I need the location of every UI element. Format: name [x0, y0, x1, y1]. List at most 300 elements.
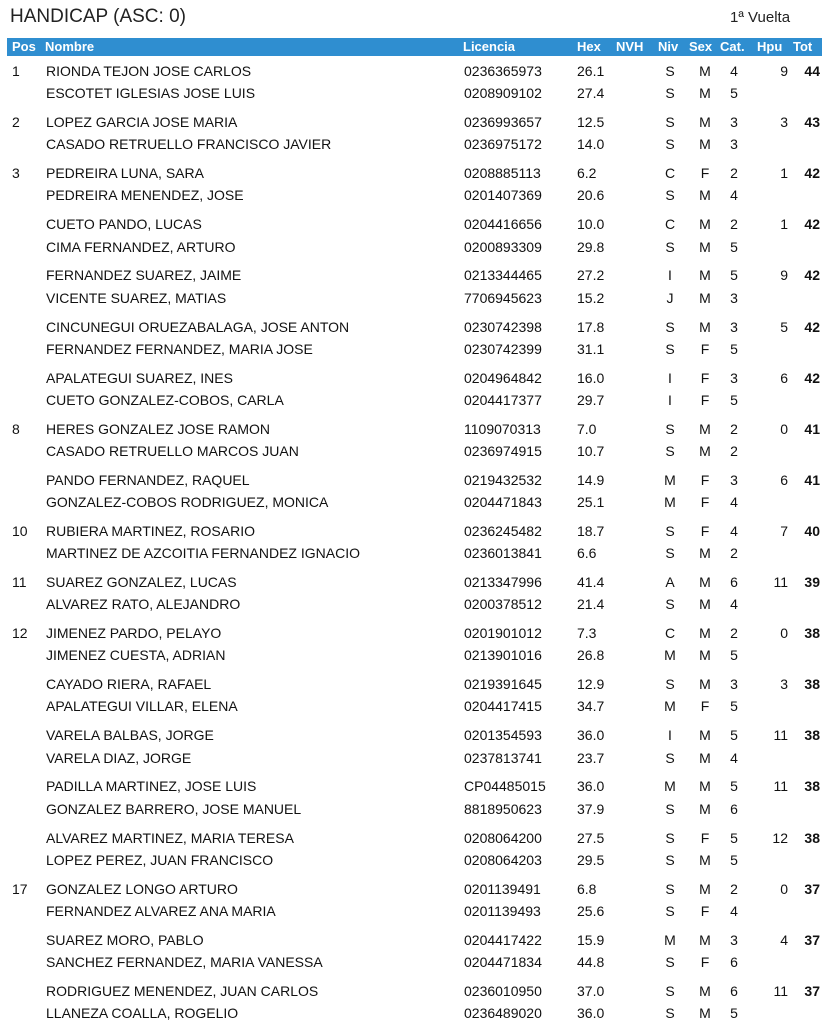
table-row — [0, 776, 828, 798]
sex-cell: M — [699, 574, 711, 590]
license-cell: 0236365973 — [464, 63, 542, 79]
player-name: LLANEZA COALLA, ROGELIO — [46, 1005, 239, 1021]
hex-cell: 18.7 — [577, 522, 605, 539]
hex-cell: 27.2 — [577, 267, 605, 284]
tot-cell: 41 — [804, 471, 820, 488]
col-licencia: Licencia — [463, 39, 516, 54]
sex-cell: F — [700, 340, 710, 357]
cat-cell: 4 — [730, 902, 738, 919]
hex-cell: 20.6 — [577, 187, 605, 204]
table-row — [0, 492, 828, 514]
hpu-cell: 7 — [780, 522, 788, 539]
license-cell: 0200378512 — [464, 596, 542, 613]
hpu-cell: 11 — [773, 574, 788, 590]
license-cell: 0208064203 — [464, 851, 542, 868]
sex-cell: M — [699, 267, 711, 284]
sex-cell: M — [699, 800, 711, 817]
player-name: FERNANDEZ FERNANDEZ, MARIA JOSE — [46, 340, 313, 357]
player-name: PADILLA MARTINEZ, JOSE LUIS — [46, 778, 257, 795]
tot-cell: 37 — [804, 982, 820, 999]
player-name: JIMENEZ PARDO, PELAYO — [46, 625, 222, 642]
table-row — [0, 543, 828, 565]
niv-cell: S — [665, 420, 675, 437]
sex-cell: M — [699, 545, 711, 562]
niv-cell: S — [665, 63, 675, 79]
license-cell: 0201139493 — [464, 902, 541, 919]
sex-cell: M — [699, 238, 711, 255]
col-hex: Hex — [577, 39, 601, 54]
tot-cell: 37 — [804, 931, 820, 948]
license-cell: 0201354593 — [464, 727, 542, 744]
tot-cell: 43 — [804, 114, 820, 131]
cat-cell: 3 — [730, 289, 738, 306]
hpu-cell: 4 — [780, 931, 788, 948]
niv-cell: S — [665, 522, 675, 539]
hpu-cell: 11 — [773, 982, 788, 999]
hex-cell: 16.0 — [577, 369, 605, 386]
cat-cell: 6 — [730, 574, 738, 590]
license-cell: 0208885113 — [464, 165, 541, 182]
tot-cell: 41 — [804, 420, 820, 437]
cat-cell: 3 — [730, 318, 738, 335]
sex-cell: F — [700, 902, 710, 919]
player-name: SUAREZ GONZALEZ, LUCAS — [46, 574, 237, 590]
table-row — [0, 265, 828, 287]
hpu-cell: 9 — [780, 267, 788, 284]
niv-cell: S — [665, 85, 675, 102]
license-cell: 1109070313 — [464, 420, 541, 437]
col-cat: Cat. — [720, 39, 745, 54]
niv-cell: M — [664, 494, 676, 510]
cat-cell: 2 — [730, 545, 738, 562]
niv-cell: S — [665, 340, 675, 357]
tot-cell: 44 — [804, 63, 820, 79]
cat-cell: 2 — [730, 165, 738, 182]
license-cell: 0230742398 — [464, 318, 542, 335]
niv-cell: M — [664, 698, 676, 715]
table-row — [0, 237, 828, 259]
niv-cell: C — [664, 165, 676, 182]
cat-cell: 5 — [730, 778, 738, 795]
license-cell: 0204417415 — [464, 698, 542, 715]
hex-cell: 31.1 — [577, 340, 605, 357]
sex-cell: M — [699, 442, 711, 459]
player-name: ALVAREZ MARTINEZ, MARIA TERESA — [46, 829, 294, 846]
niv-cell: S — [665, 800, 675, 817]
table-row — [0, 645, 828, 667]
tot-cell: 42 — [804, 216, 820, 233]
license-cell: 0204471843 — [464, 494, 542, 510]
license-cell: 0204417377 — [464, 391, 542, 408]
sex-cell: M — [699, 289, 711, 306]
player-name: CINCUNEGUI ORUEZABALAGA, JOSE ANTON — [46, 318, 350, 335]
tot-cell: 38 — [804, 778, 820, 795]
cat-cell: 2 — [730, 216, 738, 233]
cat-cell: 4 — [730, 187, 738, 204]
player-name: ALVAREZ RATO, ALEJANDRO — [46, 596, 241, 613]
player-name: GONZALEZ-COBOS RODRIGUEZ, MONICA — [46, 494, 329, 510]
table-row — [0, 339, 828, 361]
hex-cell: 6.2 — [577, 165, 597, 182]
niv-cell: M — [664, 931, 676, 948]
tot-cell: 39 — [804, 574, 820, 590]
hex-cell: 7.0 — [577, 420, 597, 437]
niv-cell: M — [664, 647, 676, 664]
cat-cell: 5 — [730, 647, 738, 664]
niv-cell: S — [665, 880, 675, 897]
table-row — [0, 879, 828, 901]
niv-cell: C — [664, 625, 676, 642]
player-name: APALATEGUI SUAREZ, INES — [46, 369, 233, 386]
pos-cell: 1 — [12, 63, 20, 79]
cat-cell: 5 — [730, 267, 738, 284]
tot-cell: 42 — [804, 369, 820, 386]
player-name: JIMENEZ CUESTA, ADRIAN — [46, 647, 226, 664]
tot-cell: 38 — [804, 727, 820, 744]
cat-cell: 5 — [730, 851, 738, 868]
hex-cell: 29.8 — [577, 238, 605, 255]
niv-cell: C — [664, 216, 676, 233]
col-nombre: Nombre — [45, 39, 95, 54]
hex-cell: 29.7 — [577, 391, 605, 408]
niv-cell: I — [668, 727, 672, 744]
hex-cell: 37.0 — [577, 982, 605, 999]
niv-cell: S — [665, 318, 675, 335]
pos-cell: 10 — [12, 522, 28, 539]
cat-cell: 2 — [730, 880, 738, 897]
license-cell: 0204416656 — [464, 216, 542, 233]
table-row — [0, 930, 828, 952]
hex-cell: 14.9 — [577, 471, 605, 488]
niv-cell: S — [665, 442, 675, 459]
hex-cell: 23.7 — [577, 749, 605, 766]
sex-cell: M — [699, 187, 711, 204]
tot-cell: 42 — [804, 267, 820, 284]
cat-cell: 6 — [730, 800, 738, 817]
license-cell: 0200893309 — [464, 238, 542, 255]
sex-cell: F — [700, 494, 710, 510]
player-name: GONZALEZ BARRERO, JOSE MANUEL — [46, 800, 302, 817]
tot-cell: 37 — [804, 880, 820, 897]
sex-cell: M — [699, 676, 711, 693]
table-row — [0, 952, 828, 974]
niv-cell: M — [664, 471, 676, 488]
sex-cell: M — [699, 982, 711, 999]
table-row — [0, 112, 828, 134]
cat-cell: 5 — [730, 698, 738, 715]
col-sex: Sex — [689, 39, 713, 54]
sex-cell: F — [700, 829, 710, 846]
license-cell: 0213347996 — [464, 574, 542, 590]
hex-cell: 27.4 — [577, 85, 605, 102]
hex-cell: 12.5 — [577, 114, 605, 131]
license-cell: 0236974915 — [464, 442, 542, 459]
cat-cell: 5 — [730, 238, 738, 255]
license-cell: 0204417422 — [464, 931, 542, 948]
hex-cell: 17.8 — [577, 318, 605, 335]
cat-cell: 3 — [730, 676, 738, 693]
cat-cell: 4 — [730, 596, 738, 613]
sex-cell: M — [699, 778, 711, 795]
sex-cell: M — [699, 851, 711, 868]
player-name: CUETO GONZALEZ-COBOS, CARLA — [46, 391, 284, 408]
license-cell: 0236010950 — [464, 982, 542, 999]
table-row — [0, 901, 828, 923]
player-name: PEDREIRA LUNA, SARA — [46, 165, 204, 182]
cat-cell: 2 — [730, 625, 738, 642]
hex-cell: 6.6 — [577, 545, 597, 562]
player-name: LOPEZ GARCIA JOSE MARIA — [46, 114, 238, 131]
hex-cell: 36.0 — [577, 1005, 605, 1021]
hex-cell: 26.1 — [577, 63, 605, 79]
hex-cell: 26.8 — [577, 647, 605, 664]
sex-cell: F — [700, 471, 710, 488]
sex-cell: M — [699, 216, 711, 233]
hpu-cell: 0 — [780, 625, 788, 642]
sex-cell: M — [699, 420, 711, 437]
tot-cell: 42 — [804, 165, 820, 182]
niv-cell: S — [665, 1005, 675, 1021]
hpu-cell: 6 — [780, 471, 788, 488]
player-name: RIONDA TEJON JOSE CARLOS — [46, 63, 252, 79]
round-label: 1ª Vuelta — [730, 9, 791, 26]
license-cell: 0236013841 — [464, 545, 542, 562]
sex-cell: F — [700, 522, 710, 539]
table-row — [0, 521, 828, 543]
niv-cell: S — [665, 829, 675, 846]
pos-cell: 12 — [12, 625, 28, 642]
player-name: HERES GONZALEZ JOSE RAMON — [46, 420, 271, 437]
hex-cell: 25.6 — [577, 902, 605, 919]
player-name: MARTINEZ DE AZCOITIA FERNANDEZ IGNACIO — [46, 545, 360, 562]
table-row — [0, 674, 828, 696]
hex-cell: 37.9 — [577, 800, 605, 817]
sex-cell: M — [699, 1005, 711, 1021]
sex-cell: M — [699, 647, 711, 664]
tot-cell: 38 — [804, 829, 820, 846]
hex-cell: 10.0 — [577, 216, 605, 233]
hpu-cell: 12 — [772, 829, 788, 846]
sex-cell: M — [699, 114, 711, 131]
player-name: CASADO RETRUELLO MARCOS JUAN — [46, 442, 299, 459]
table-row — [0, 981, 828, 1003]
license-cell: 0201407369 — [464, 187, 542, 204]
pos-cell: 17 — [12, 880, 28, 897]
sex-cell: M — [699, 880, 711, 897]
hex-cell: 44.8 — [577, 953, 605, 970]
cat-cell: 6 — [730, 982, 738, 999]
player-name: RUBIERA MARTINEZ, ROSARIO — [46, 522, 255, 539]
hpu-cell: 9 — [780, 63, 788, 79]
niv-cell: S — [665, 851, 675, 868]
player-name: VARELA BALBAS, JORGE — [46, 727, 214, 744]
hpu-cell: 0 — [780, 880, 788, 897]
license-cell: 0208064200 — [464, 829, 542, 846]
hex-cell: 15.2 — [577, 289, 605, 306]
hpu-cell: 1 — [780, 216, 788, 233]
license-cell: 0213344465 — [464, 267, 542, 284]
table-row — [0, 214, 828, 236]
player-name: GONZALEZ LONGO ARTURO — [46, 880, 238, 897]
cat-cell: 3 — [730, 471, 738, 488]
hex-cell: 15.9 — [577, 931, 605, 948]
cat-cell: 5 — [730, 1005, 738, 1021]
license-cell: 0236993657 — [464, 114, 542, 131]
sex-cell: F — [700, 953, 710, 970]
player-name: FERNANDEZ ALVAREZ ANA MARIA — [46, 902, 276, 919]
niv-cell: S — [665, 238, 675, 255]
col-pos: Pos — [12, 39, 36, 54]
table-row — [0, 288, 828, 310]
license-cell: 0236975172 — [464, 136, 542, 153]
cat-cell: 3 — [730, 931, 738, 948]
table-row — [0, 368, 828, 390]
license-cell: 0236245482 — [464, 522, 542, 539]
table-row — [0, 748, 828, 770]
player-name: SUAREZ MORO, PABLO — [46, 931, 204, 948]
cat-cell: 4 — [730, 522, 738, 539]
license-cell: 0204471834 — [464, 953, 542, 970]
hex-cell: 36.0 — [577, 778, 605, 795]
license-cell: 0230742399 — [464, 340, 542, 357]
player-name: APALATEGUI VILLAR, ELENA — [46, 698, 238, 715]
cat-cell: 5 — [730, 727, 738, 744]
sex-cell: M — [699, 63, 711, 79]
player-name: CAYADO RIERA, RAFAEL — [46, 676, 212, 693]
table-row — [0, 390, 828, 412]
table-row — [0, 799, 828, 821]
cat-cell: 3 — [730, 136, 738, 153]
player-name: CASADO RETRUELLO FRANCISCO JAVIER — [46, 136, 332, 153]
niv-cell: S — [665, 136, 675, 153]
hpu-cell: 6 — [780, 369, 788, 386]
player-name: ESCOTET IGLESIAS JOSE LUIS — [46, 85, 256, 102]
tot-cell: 40 — [804, 522, 820, 539]
niv-cell: S — [665, 187, 675, 204]
cat-cell: 5 — [730, 85, 738, 102]
license-cell: 0204964842 — [464, 369, 542, 386]
player-name: VARELA DIAZ, JORGE — [46, 749, 192, 766]
sex-cell: M — [699, 749, 711, 766]
sex-cell: M — [699, 85, 711, 102]
hex-cell: 29.5 — [577, 851, 605, 868]
pos-cell: 8 — [12, 420, 20, 437]
niv-cell: I — [668, 369, 672, 386]
cat-cell: 4 — [730, 63, 738, 79]
license-cell: 0201139491 — [464, 880, 541, 897]
sex-cell: F — [700, 698, 710, 715]
pos-cell: 2 — [12, 114, 20, 131]
hpu-cell: 5 — [780, 318, 788, 335]
player-name: SANCHEZ FERNANDEZ, MARIA VANESSA — [46, 953, 323, 970]
player-name: VICENTE SUAREZ, MATIAS — [46, 289, 227, 306]
sex-cell: M — [699, 727, 711, 744]
hpu-cell: 3 — [780, 676, 788, 693]
table-row — [0, 61, 828, 83]
cat-cell: 4 — [730, 749, 738, 766]
cat-cell: 5 — [730, 391, 738, 408]
niv-cell: S — [665, 953, 675, 970]
license-cell: CP04485015 — [464, 778, 546, 795]
hpu-cell: 11 — [773, 727, 788, 744]
pos-cell: 3 — [12, 165, 20, 182]
table-row — [0, 470, 828, 492]
table-row — [0, 419, 828, 441]
license-cell: 0219432532 — [464, 471, 542, 488]
niv-cell: I — [668, 391, 672, 408]
niv-cell: S — [665, 114, 675, 131]
sex-cell: M — [699, 318, 711, 335]
pos-cell: 11 — [12, 574, 27, 590]
license-cell: 7706945623 — [464, 289, 542, 306]
cat-cell: 5 — [730, 340, 738, 357]
sex-cell: M — [699, 596, 711, 613]
niv-cell: S — [665, 676, 675, 693]
hex-cell: 41.4 — [577, 574, 605, 590]
table-row — [0, 441, 828, 463]
license-cell: 0219391645 — [464, 676, 542, 693]
col-hpu: Hpu — [757, 39, 783, 54]
cat-cell: 5 — [730, 829, 738, 846]
player-name: CIMA FERNANDEZ, ARTURO — [46, 238, 236, 255]
player-name: FERNANDEZ SUAREZ, JAIME — [46, 267, 242, 284]
license-cell: 0237813741 — [464, 749, 542, 766]
niv-cell: S — [665, 749, 675, 766]
cat-cell: 4 — [730, 494, 738, 510]
hex-cell: 12.9 — [577, 676, 605, 693]
table-header — [7, 38, 822, 56]
cat-cell: 3 — [730, 114, 738, 131]
table-row — [0, 850, 828, 872]
table-row — [0, 1003, 828, 1025]
niv-cell: S — [665, 982, 675, 999]
tot-cell: 38 — [804, 676, 820, 693]
hpu-cell: 1 — [780, 165, 788, 182]
hex-cell: 25.1 — [577, 494, 605, 510]
hex-cell: 34.7 — [577, 698, 605, 715]
hex-cell: 14.0 — [577, 136, 605, 153]
license-cell: 0201901012 — [464, 625, 542, 642]
hpu-cell: 0 — [780, 420, 788, 437]
tot-cell: 42 — [804, 318, 820, 335]
hex-cell: 21.4 — [577, 596, 605, 613]
license-cell: 0236489020 — [464, 1005, 542, 1021]
table-row — [0, 134, 828, 156]
cat-cell: 2 — [730, 420, 738, 437]
table-row — [0, 725, 828, 747]
cat-cell: 3 — [730, 369, 738, 386]
player-name: PEDREIRA MENENDEZ, JOSE — [46, 187, 244, 204]
niv-cell: S — [665, 902, 675, 919]
hex-cell: 27.5 — [577, 829, 605, 846]
niv-cell: S — [665, 596, 675, 613]
cat-cell: 2 — [730, 442, 738, 459]
sex-cell: F — [700, 369, 710, 386]
player-name: PANDO FERNANDEZ, RAQUEL — [46, 471, 250, 488]
hex-cell: 36.0 — [577, 727, 605, 744]
table-row — [0, 163, 828, 185]
table-row — [0, 83, 828, 105]
sex-cell: M — [699, 625, 711, 642]
player-name: LOPEZ PEREZ, JUAN FRANCISCO — [46, 851, 274, 868]
hpu-cell: 11 — [773, 778, 788, 795]
niv-cell: J — [666, 289, 674, 306]
niv-cell: A — [665, 574, 675, 590]
tot-cell: 38 — [804, 625, 820, 642]
niv-cell: I — [668, 267, 672, 284]
table-row — [0, 317, 828, 339]
sex-cell: M — [699, 136, 711, 153]
